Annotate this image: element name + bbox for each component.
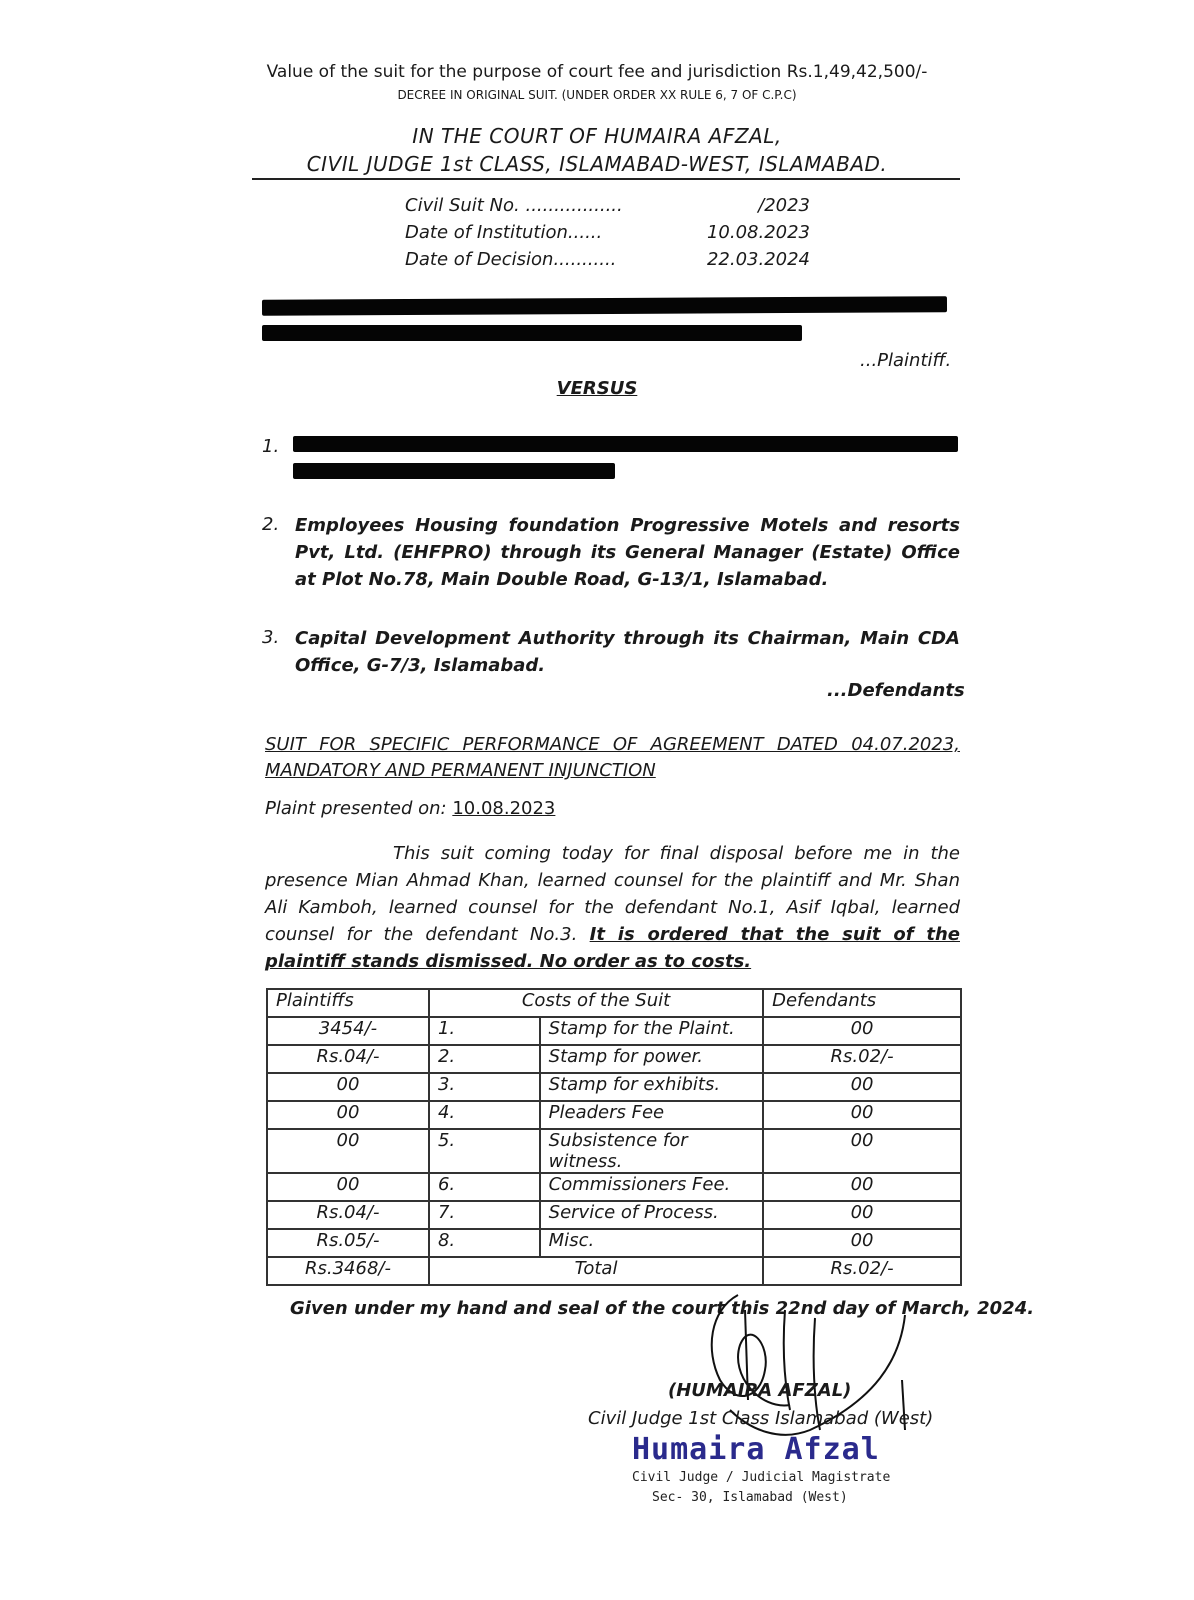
cost-item: Commissioners Fee. <box>540 1173 763 1201</box>
judge-name: (HUMAIRA AFZAL) <box>668 1380 852 1401</box>
cost-item: Stamp for the Plaint. <box>540 1017 763 1045</box>
cost-item-number: 6. <box>429 1173 540 1201</box>
plaintiff-cost: 00 <box>267 1101 429 1129</box>
table-row <box>267 1017 961 1045</box>
cost-item-number: 2. <box>429 1045 540 1073</box>
table-row <box>267 1073 961 1101</box>
order-statement: It is ordered that the suit of the plaintiff stands dismissed. No order as to costs. <box>265 924 960 972</box>
plaintiff-cost: Rs.05/- <box>267 1229 429 1257</box>
cost-item: Misc. <box>540 1229 763 1257</box>
table-row <box>267 1101 961 1129</box>
table-row <box>267 1129 961 1173</box>
table-row <box>267 1201 961 1229</box>
plaintiff-cost: 00 <box>267 1129 429 1173</box>
cost-item-number: 4. <box>429 1101 540 1129</box>
stamp-name: Humaira Afzal <box>632 1432 880 1467</box>
table-row <box>267 1045 961 1073</box>
plaintiff-cost: Rs.04/- <box>267 1045 429 1073</box>
date-decision-label: Date of Decision........... <box>405 249 617 270</box>
table-row <box>267 1229 961 1257</box>
order-body <box>265 840 960 975</box>
cost-item: Pleaders Fee <box>540 1101 763 1129</box>
defendant-number: 3. <box>262 627 280 648</box>
cost-item: Subsistence for witness. <box>540 1129 763 1173</box>
stamp-jurisdiction: Sec- 30, Islamabad (West) <box>652 1490 848 1505</box>
date-decision-value: 22.03.2024 <box>706 249 810 270</box>
defendant-cost: 00 <box>763 1101 961 1129</box>
cost-item-number: 3. <box>429 1073 540 1101</box>
court-title-line2: CIVIL JUDGE 1st CLASS, ISLAMABAD-WEST, ISLAMABAD. <box>306 152 888 176</box>
civil-suit-no-label: Civil Suit No. ................. <box>405 195 623 216</box>
header-defendants: Defendants <box>763 989 961 1017</box>
defendant-cost: 00 <box>763 1229 961 1257</box>
defendant-cost: 00 <box>763 1073 961 1101</box>
defendant-number: 2. <box>262 514 280 535</box>
plaint-presented-label: Plaint presented on: <box>265 798 453 819</box>
defendant-cost: 00 <box>763 1129 961 1173</box>
suit-value-line: Value of the suit for the purpose of court fee and jurisdiction Rs.1,49,42,500/- <box>266 62 928 82</box>
defendant-cost: 00 <box>763 1201 961 1229</box>
cost-item: Stamp for power. <box>540 1045 763 1073</box>
plaint-presented <box>265 798 555 819</box>
redaction-bar <box>293 436 958 452</box>
plaintiff-label: ...Plaintiff. <box>860 350 952 371</box>
date-institution-value: 10.08.2023 <box>706 222 810 243</box>
defendant-cost: 00 <box>763 1173 961 1201</box>
total-label: Total <box>429 1257 763 1285</box>
cost-item: Service of Process. <box>540 1201 763 1229</box>
cost-item-number: 5. <box>429 1129 540 1173</box>
defendant-2-text: Employees Housing foundation Progressive Motels and resorts Pvt, Ltd. (EHFPRO) through its General Manager (Estate) Office at Plot No.78, Main Double Road, G-13/1, Islamabad. <box>295 515 960 590</box>
defendant-number: 1. <box>262 436 280 457</box>
plaintiff-total: Rs.3468/- <box>267 1257 429 1285</box>
plaintiff-cost: 00 <box>267 1073 429 1101</box>
table-row <box>267 1173 961 1201</box>
defendant-3-text: Capital Development Authority through its Chairman, Main CDA Office, G-7/3, Islamabad. <box>295 628 960 676</box>
defendant-cost: Rs.02/- <box>763 1045 961 1073</box>
cost-item-number: 7. <box>429 1201 540 1229</box>
plaintiff-cost: Rs.04/- <box>267 1201 429 1229</box>
decree-type-line: DECREE IN ORIGINAL SUIT. (UNDER ORDER XX RULE 6, 7 OF C.P.C) <box>397 88 797 102</box>
plaint-presented-date: 10.08.2023 <box>452 798 556 819</box>
versus-heading: VERSUS <box>556 378 638 399</box>
defendants-label: ...Defendants <box>827 680 965 701</box>
redaction-bar <box>262 296 947 316</box>
suit-title: SUIT FOR SPECIFIC PERFORMANCE OF AGREEMENT DATED 04.07.2023, MANDATORY AND PERMANENT INJUNCTION <box>265 734 960 781</box>
cost-item: Stamp for exhibits. <box>540 1073 763 1101</box>
header-costs: Costs of the Suit <box>429 989 763 1017</box>
plaintiff-cost: 00 <box>267 1173 429 1201</box>
court-title-line1: IN THE COURT OF HUMAIRA AFZAL, <box>412 124 782 148</box>
defendant-cost: 00 <box>763 1017 961 1045</box>
date-institution-label: Date of Institution...... <box>405 222 603 243</box>
stamp-designation: Civil Judge / Judicial Magistrate <box>632 1470 891 1485</box>
costs-table <box>266 988 962 1286</box>
order-body-text: This suit coming today for final disposal before me in the presence Mian Ahmad Khan, learned counsel for the plaintiff and Mr. Shan Ali Kamboh, learned counsel for the defendant No.1, Asif Iqbal, learned counsel for the defendant No.3. <box>265 843 960 945</box>
header-plaintiffs: Plaintiffs <box>267 989 429 1017</box>
cost-item-number: 8. <box>429 1229 540 1257</box>
civil-suit-no-value: /2023 <box>758 195 810 216</box>
defendant-total: Rs.02/- <box>763 1257 961 1285</box>
cost-item-number: 1. <box>429 1017 540 1045</box>
judge-designation: Civil Judge 1st Class Islamabad (West) <box>588 1408 934 1429</box>
header-divider <box>252 178 960 180</box>
costs-table-header <box>267 989 961 1017</box>
plaintiff-cost: 3454/- <box>267 1017 429 1045</box>
redaction-bar <box>262 325 802 341</box>
table-total-row <box>267 1257 961 1285</box>
redaction-bar <box>293 463 615 479</box>
given-under-hand: Given under my hand and seal of the court this 22nd day of March, 2024. <box>290 1298 1035 1319</box>
